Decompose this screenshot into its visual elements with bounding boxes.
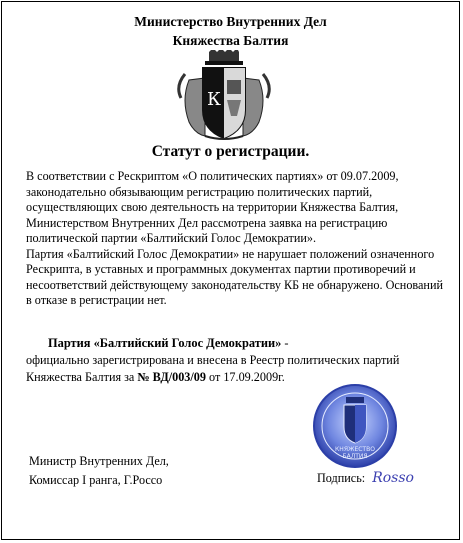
seal-text-bottom: БАЛТИЯ <box>342 453 368 460</box>
ministry-header <box>2 12 459 50</box>
statute-body <box>26 169 451 309</box>
minister-rank: Комиссар I ранга, Г.Россо <box>29 473 163 487</box>
principality-name: Княжества Балтия <box>172 33 289 48</box>
seal-stamp-icon <box>312 383 398 469</box>
statute-paragraph: В соответствии с Рескриптом «О политических партиях» от 09.07.2009, законодательно обязывающим регистрацию политических партий, осуществляющих свою деятельность на территории Княжества Балтия, Министерством Внутренних Дел рассмотрена заявка на регистрацию политической партии «Балтийский Голос Демократии». <box>26 169 399 245</box>
coat-of-arms-icon <box>175 50 273 142</box>
party-dash: - <box>281 336 289 350</box>
signature-label: Подпись: <box>317 471 366 485</box>
signature-value: Rosso <box>372 470 414 486</box>
statute-paragraph: Партия «Балтийский Голос Демократии» не нарушает положений означенного Рескрипта, в уставных и программных документах партии противоречий и несоответствий действующему законодательству КБ не обнаружено. Оснований в отказе в регистрации нет. <box>26 246 443 307</box>
registration-text-before: официально зарегистрирована и внесена в Реестр политических партий Княжества Балтия за <box>26 353 400 384</box>
party-line <box>48 335 448 351</box>
minister-block <box>29 452 169 490</box>
ministry-name: Министерство Внутренних Дел <box>134 14 327 29</box>
document-title: Статут о регистрации. <box>151 143 310 160</box>
signature-block <box>317 470 414 486</box>
registration-text <box>26 352 451 386</box>
minister-title: Министр Внутренних Дел, <box>29 454 169 468</box>
seal-text-top: КНЯЖЕСТВО <box>335 446 375 453</box>
party-name: Партия «Балтийский Голос Демократии» <box>48 336 282 350</box>
registration-date: от 17.09.2009г. <box>205 370 285 384</box>
registration-number: № ВД/003/09 <box>137 370 206 384</box>
document-page <box>1 1 460 540</box>
coat-letter: К <box>207 89 221 110</box>
